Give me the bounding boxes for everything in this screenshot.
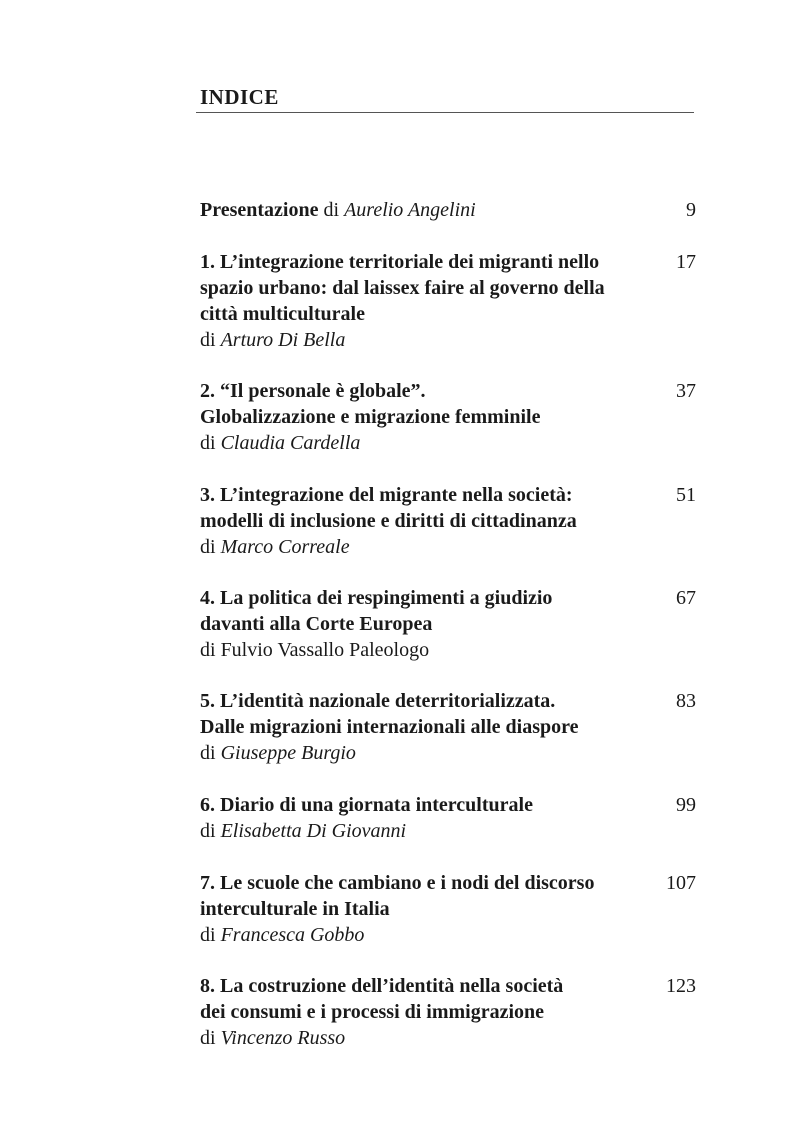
toc-title-line: 4. La politica dei respingimenti a giudizio bbox=[200, 587, 553, 609]
toc-page-number: 17 bbox=[676, 251, 696, 273]
toc-page-number: 123 bbox=[666, 975, 696, 997]
presentation-author: Aurelio Angelini bbox=[344, 199, 476, 221]
toc-title-line: spazio urbano: dal laissex faire al governo della bbox=[200, 277, 605, 299]
toc-entry-title bbox=[200, 973, 632, 1025]
author-prefix: di bbox=[200, 536, 216, 558]
toc-entry-title bbox=[200, 378, 632, 430]
author-name: Elisabetta Di Giovanni bbox=[220, 820, 407, 842]
toc-entry-4[interactable] bbox=[200, 585, 696, 663]
toc-entry-5[interactable] bbox=[200, 688, 696, 766]
toc-author-line bbox=[200, 327, 696, 353]
toc-entry-3[interactable] bbox=[200, 482, 696, 560]
author-name: Vincenzo Russo bbox=[220, 1027, 346, 1049]
author-name: Fulvio Vassallo Paleologo bbox=[220, 639, 430, 661]
header-rule bbox=[196, 112, 694, 113]
toc-entry-title bbox=[200, 585, 632, 637]
toc-entry-2[interactable] bbox=[200, 378, 696, 456]
author-name: Giuseppe Burgio bbox=[220, 742, 356, 764]
toc-title-line: 3. L’integrazione del migrante nella società: bbox=[200, 484, 573, 506]
author-name: Francesca Gobbo bbox=[220, 924, 365, 946]
toc-page-number: 51 bbox=[676, 484, 696, 506]
toc-page-number: 67 bbox=[676, 587, 696, 609]
toc-author-line bbox=[200, 430, 696, 456]
author-prefix: di bbox=[200, 742, 216, 764]
toc-title-line: 8. La costruzione dell’identità nella società bbox=[200, 975, 564, 997]
toc-page-number: 37 bbox=[676, 380, 696, 402]
toc-page-number: 99 bbox=[676, 794, 696, 816]
toc-title-line: 5. L’identità nazionale deterritorializzata. bbox=[200, 690, 556, 712]
toc-title-line: 6. Diario di una giornata interculturale bbox=[200, 794, 533, 816]
toc-author-line bbox=[200, 818, 696, 844]
toc-entry-title bbox=[200, 197, 632, 223]
toc-entry-presentazione[interactable] bbox=[200, 197, 696, 223]
toc-title-line: 2. “Il personale è globale”. bbox=[200, 380, 426, 402]
author-prefix: di bbox=[200, 820, 216, 842]
toc-author-line bbox=[200, 1025, 696, 1051]
toc-entry-1[interactable] bbox=[200, 249, 696, 353]
toc-entry-6[interactable] bbox=[200, 792, 696, 844]
author-prefix: di bbox=[200, 639, 216, 661]
toc-author-line bbox=[200, 922, 696, 948]
toc-entry-8[interactable] bbox=[200, 973, 696, 1051]
index-header bbox=[196, 82, 694, 113]
toc-page-number: 107 bbox=[666, 872, 696, 894]
author-prefix: di bbox=[200, 432, 216, 454]
toc-title-line: dei consumi e i processi di immigrazione bbox=[200, 1001, 545, 1023]
toc-page-number: 9 bbox=[686, 199, 696, 221]
toc-entry-title bbox=[200, 249, 632, 327]
presentation-label: Presentazione bbox=[200, 199, 319, 221]
toc-author-line bbox=[200, 740, 696, 766]
toc-entry-7[interactable] bbox=[200, 870, 696, 948]
toc-entry-title bbox=[200, 792, 632, 818]
toc-title-line: interculturale in Italia bbox=[200, 898, 390, 920]
toc-title-line: modelli di inclusione e diritti di cittadinanza bbox=[200, 510, 577, 532]
toc-author-line bbox=[200, 534, 696, 560]
toc-title-line: 7. Le scuole che cambiano e i nodi del discorso bbox=[200, 872, 595, 894]
toc-title-line: 1. L’integrazione territoriale dei migranti nello bbox=[200, 251, 600, 273]
author-prefix: di bbox=[200, 329, 216, 351]
presentation-by: di bbox=[323, 199, 340, 221]
toc-entry-title bbox=[200, 688, 632, 740]
toc-entry-title bbox=[200, 870, 632, 922]
toc-title-line: davanti alla Corte Europea bbox=[200, 613, 433, 635]
toc-title-line: Dalle migrazioni internazionali alle diaspore bbox=[200, 716, 579, 738]
author-prefix: di bbox=[200, 1027, 216, 1049]
toc-title-line: Globalizzazione e migrazione femminile bbox=[200, 406, 541, 428]
toc-entry-title bbox=[200, 482, 632, 534]
toc-title-line: città multiculturale bbox=[200, 303, 365, 325]
author-prefix: di bbox=[200, 924, 216, 946]
toc-author-line bbox=[200, 637, 696, 663]
page-title: INDICE bbox=[200, 85, 279, 109]
author-name: Arturo Di Bella bbox=[220, 329, 346, 351]
author-name: Claudia Cardella bbox=[220, 432, 361, 454]
toc-page-number: 83 bbox=[676, 690, 696, 712]
author-name: Marco Correale bbox=[220, 536, 350, 558]
